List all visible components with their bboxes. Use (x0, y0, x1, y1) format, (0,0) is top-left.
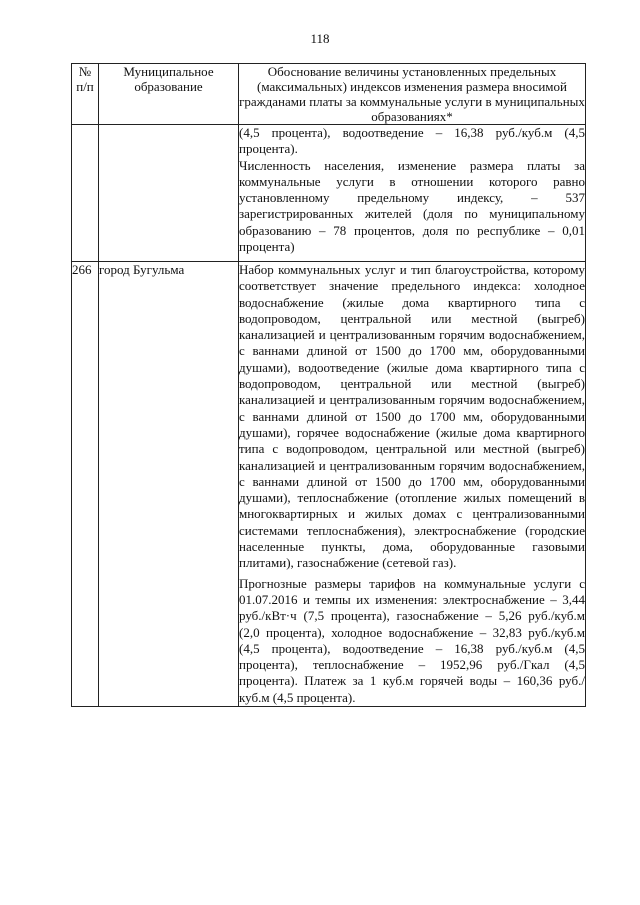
table-header-row (72, 64, 586, 125)
table-row (72, 262, 586, 707)
page-number: 118 (310, 31, 330, 46)
row-justification (239, 125, 586, 262)
row-number: 266 (72, 262, 99, 707)
row-justification (239, 262, 586, 707)
row-municipality: город Бугульма (99, 262, 239, 707)
header-justification: Обоснование величины установленных предельных (максимальных) индексов изменения размера вносимой гражданами платы за коммунальные услуги в муниципальных образованиях* (239, 64, 585, 124)
justification-paragraph: Численность населения, изменение размера платы за коммунальные услуги в отношении которого равно установленному предельному индексу, – 537 зарегистрированных жителей (доля по муниципальному образованию – 78 процентов, доля по республике – 0,01 процента) (239, 157, 585, 255)
tariff-justification-table (71, 63, 586, 707)
row-municipality (99, 125, 239, 262)
justification-paragraph: Набор коммунальных услуг и тип благоустройства, которому соответствует значение предельного индекса: холодное водоснабжение (жилые дома квартирного типа с водопроводом, центральной или местной (выгреб) канализацией и централизованным горячим водоснабжением, с ваннами длиной от 1500 до 1700 мм, оборудованными душами), водоотведение (жилые дома квартирного типа с водопроводом, центральной или местной (выгреб) канализацией и централизованным горячим водоснабжением, с ваннами длиной от 1500 до 1700 мм, оборудованными душами), горячее водоснабжение (жилые дома квартирного типа с водопроводом, центральной или местной (выгреб) канализацией и централизованным горячим водоснабжением, с ваннами длиной от 1500 до 1700 мм, оборудованными душами), теплоснабжение (отопление жилых помещений в многоквартирных и жилых домах с централизованными системами теплоснабжения), электроснабжение (городские населенные пункты, дома, оборудованные газовыми плитами), газоснабжение (сетевой газ). (239, 262, 585, 571)
header-municipality: Муниципальное образование (99, 64, 239, 125)
row-number (72, 125, 99, 262)
justification-paragraph: (4,5 процента), водоотведение – 16,38 руб./куб.м (4,5 процента). (239, 125, 585, 157)
justification-paragraph: Прогнозные размеры тарифов на коммунальные услуги с 01.07.2016 и темпы их изменения: электроснабжение – 3,44 руб./кВт·ч (7,5 процента), газоснабжение – 5,26 руб./куб.м (2,0 процента), холодное водоснабжение – 32,83 руб./куб.м (4,5 процента), водоотведение – 16,38 руб./куб.м (4,5 процента), теплоснабжение – 1952,96 руб./Гкал (4,5 процента). Платеж за 1 куб.м горячей воды – 160,36 руб./куб.м (4,5 процента). (239, 575, 585, 705)
header-number: № п/п (72, 64, 99, 125)
table-row (72, 125, 586, 262)
